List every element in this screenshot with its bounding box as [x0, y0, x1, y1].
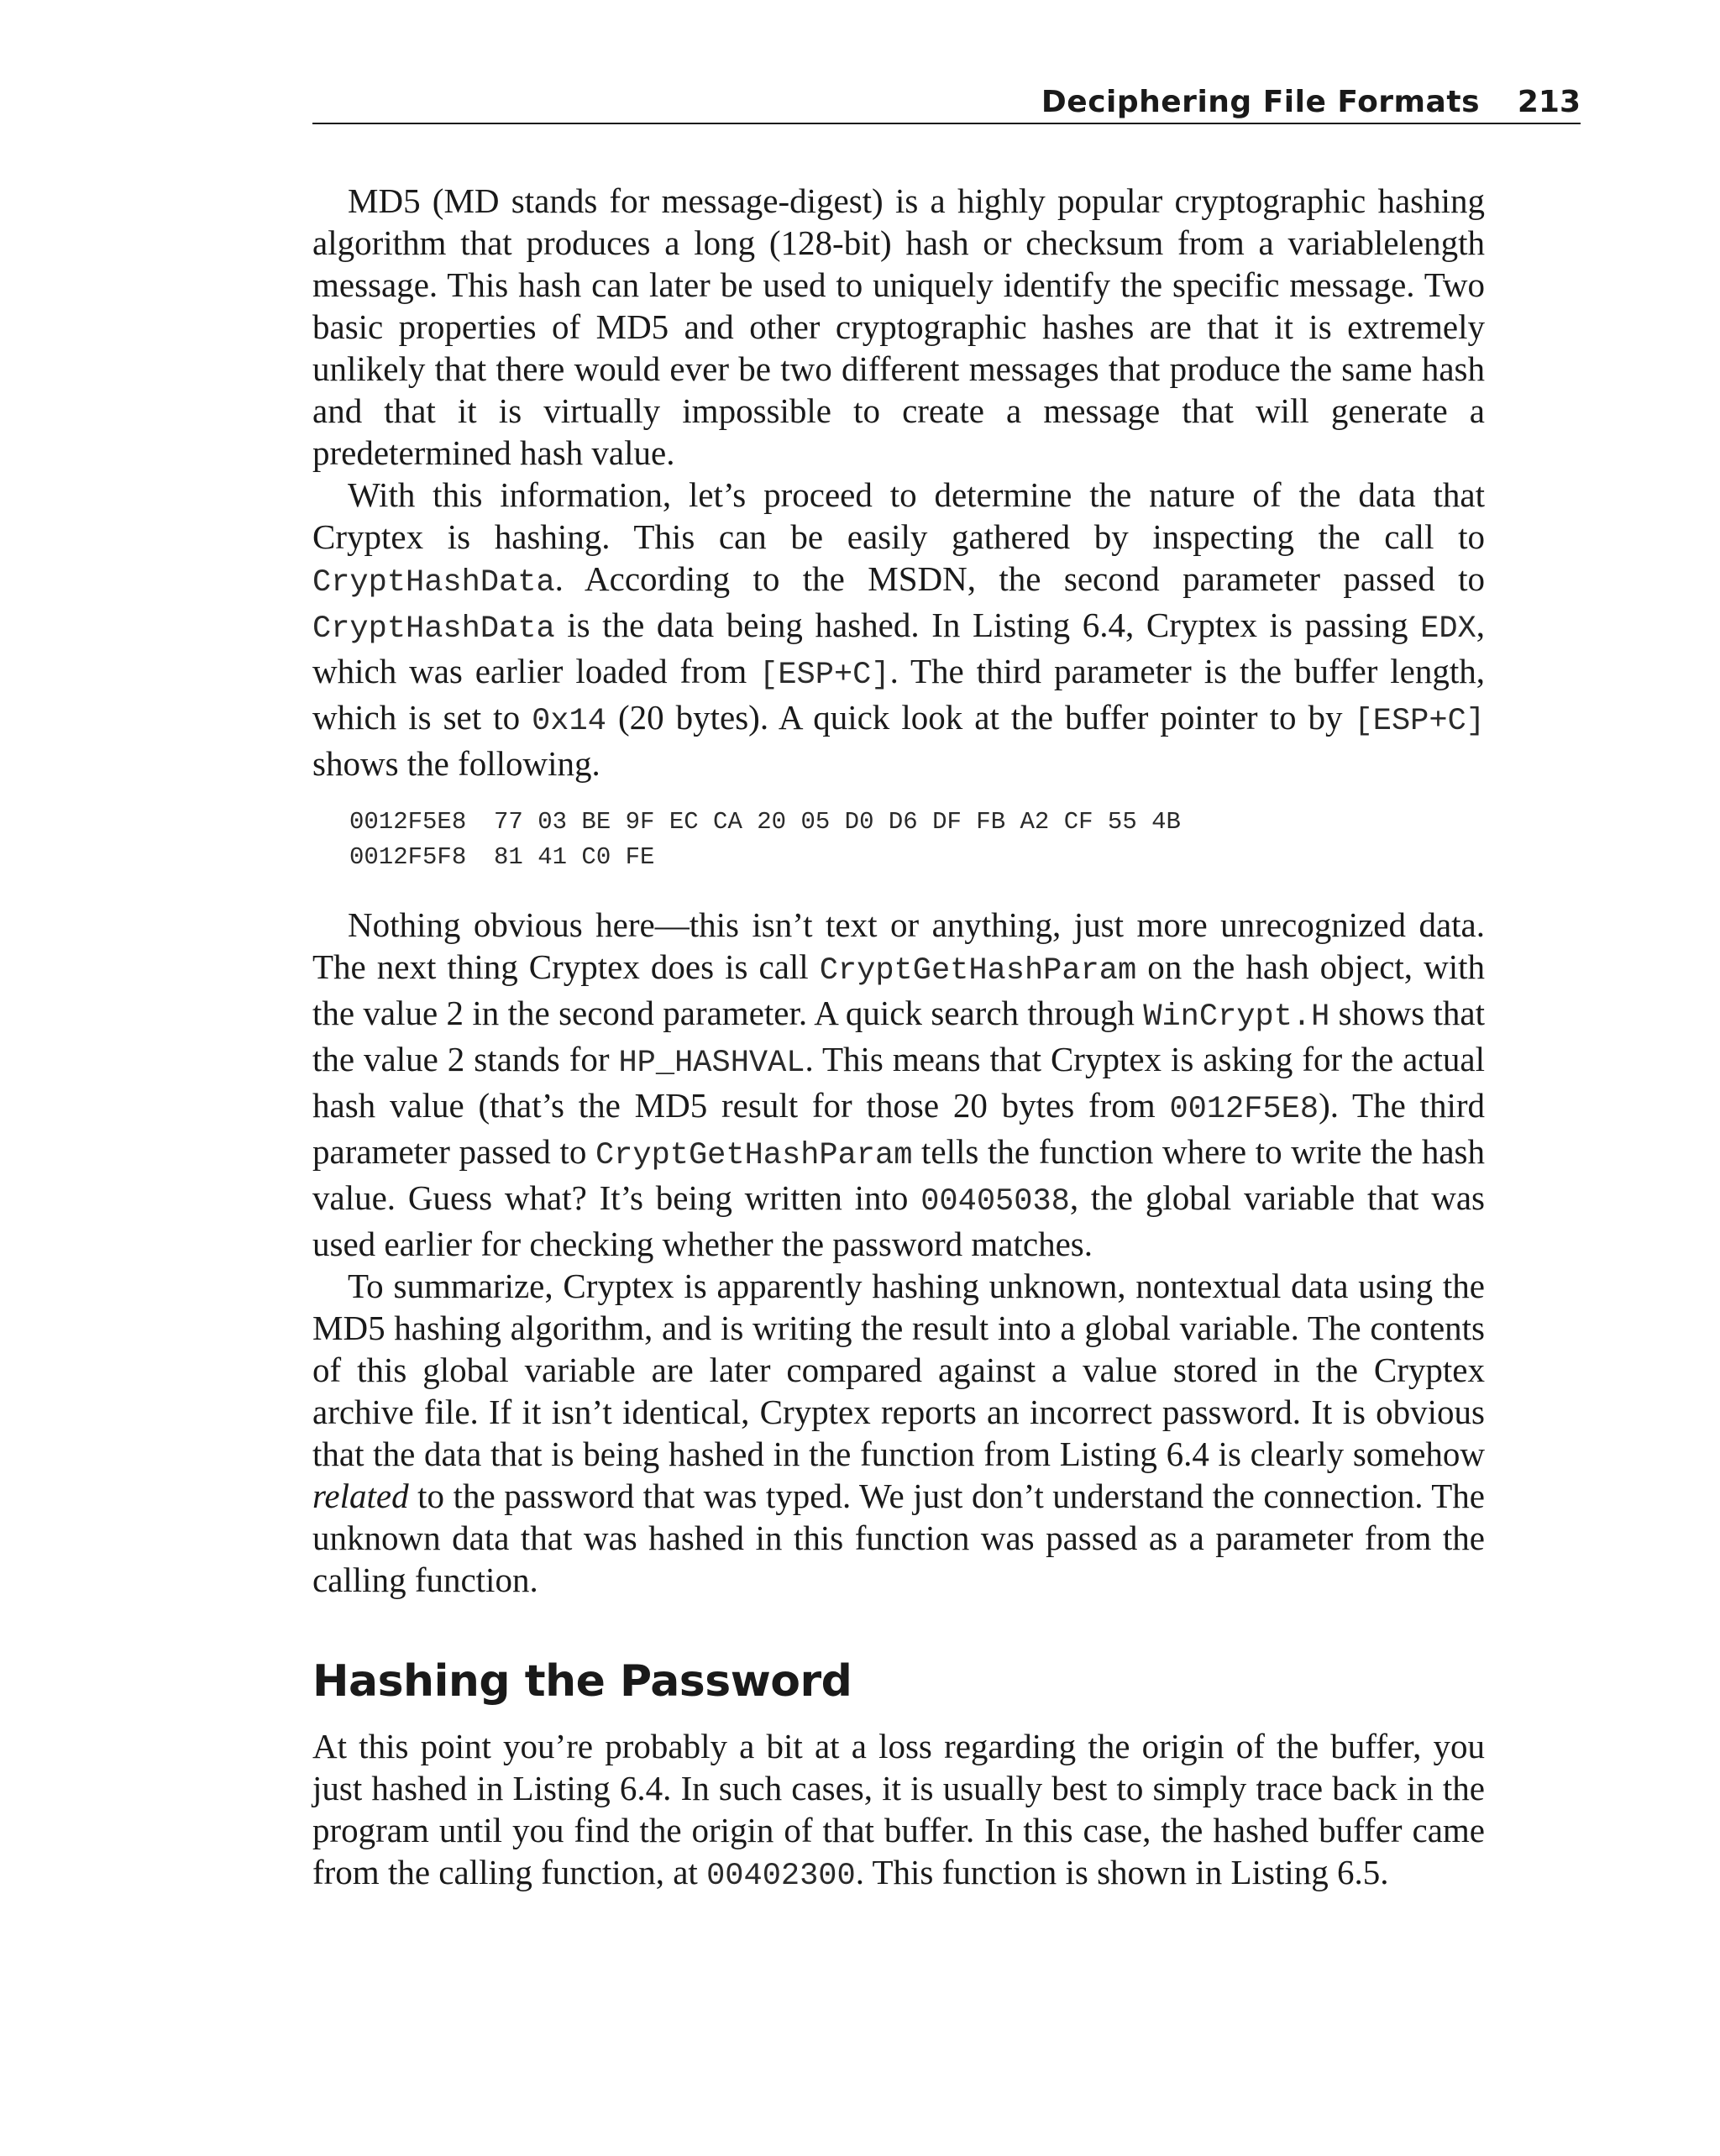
code-inline: 00402300 [706, 1859, 856, 1894]
memory-bytes: 77 03 BE 9F EC CA 20 05 D0 D6 DF FB A2 CF 55 4B [494, 808, 1181, 836]
page-number: 213 [1517, 85, 1581, 119]
code-inline: WinCrypt.H [1143, 999, 1330, 1035]
code-inline: CryptHashData [312, 611, 555, 647]
code-inline: CryptGetHashParam [819, 953, 1137, 989]
paragraph-hashed-data: With this information, let’s proceed to determine the nature of the data that Cryptex is hashing. This can be easily gathered by inspecting the call to CryptHashData. According to the MSDN, the second parameter passed to CryptHashData is the data being hashed. In Listing 6.4, Cryptex is passing EDX, which was earlier loaded from [ESP+C]. The third parameter is the buffer length, which is set to 0x14 (20 bytes). A quick look at the buffer pointer to by [ESP+C] shows the following. [312, 475, 1485, 783]
memory-dump-row [349, 805, 1485, 840]
memory-bytes: 81 41 C0 FE [494, 843, 655, 871]
code-inline: EDX [1420, 611, 1476, 647]
memory-dump-listing [349, 805, 1485, 875]
running-header [312, 84, 1581, 124]
code-inline: 0x14 [532, 704, 606, 739]
paragraph-hashing-password: At this point you’re probably a bit at a loss regarding the origin of the buffer, you just hashed in Listing 6.4. In such cases, it is usually best to simply trace back in the program until you find the origin of that buffer. In this case, the hashed buffer came from the calling function, at 00402300. This function is shown in Listing 6.5. [312, 1727, 1485, 1894]
code-inline: CryptGetHashParam [595, 1138, 913, 1173]
running-header-title: Deciphering File Formats [1041, 85, 1480, 119]
code-inline: [ESP+C] [759, 658, 890, 693]
memory-address: 0012F5F8 [349, 843, 467, 871]
code-inline: [ESP+C] [1354, 704, 1485, 739]
code-inline: 0012F5E8 [1169, 1092, 1319, 1127]
paragraph-summary: To summarize, Cryptex is apparently hashing unknown, nontextual data using the MD5 hashing algorithm, and is writing the result into a global variable. The contents of this global variable are later compared against a value stored in the Cryptex archive file. If it isn’t identical, Cryptex reports an incorrect password. It is obvious that the data that is being hashed in the function from Listing 6.4 is clearly somehow related to the password that was typed. We just don’t understand the connection. The unknown data that was hashed in this function was passed as a parameter from the calling function. [312, 1267, 1485, 1599]
section-heading: Hashing the Password [312, 1656, 852, 1707]
paragraph-get-hash-param: Nothing obvious here—this isn’t text or anything, just more unrecognized data. The next thing Cryptex does is call CryptGetHashParam on the hash object, with the value 2 in the second parameter. A quick search through WinCrypt.H shows that the value 2 stands for HP_HASHVAL. This means that Cryptex is asking for the actual hash value (that’s the MD5 result for those 20 bytes from 0012F5E8). The third parameter passed to CryptGetHashParam tells the function where to write the hash value. Guess what? It’s being written into 00405038, the global variable that was used earlier for checking whether the password matches. [312, 905, 1485, 1263]
emphasis-related: related [312, 1477, 409, 1515]
memory-dump-row [349, 840, 1485, 875]
code-inline: CryptHashData [312, 565, 555, 601]
code-inline: 00405038 [920, 1184, 1070, 1220]
page-body [312, 180, 1485, 1897]
memory-address: 0012F5E8 [349, 808, 467, 836]
paragraph-md5-intro: MD5 (MD stands for message-digest) is a highly popular cryptographic hashing algorithm that produces a long (128-bit) hash or checksum from a variablelength message. This hash can later be used to uniquely identify the specific message. Two basic properties of MD5 and other cryptographic hashes are that it is extremely unlikely that there would ever be two different messages that produce the same hash and that it is virtually impossible to create a message that will generate a predetermined hash value. [312, 181, 1485, 472]
code-inline: HP_HASHVAL [618, 1046, 805, 1081]
